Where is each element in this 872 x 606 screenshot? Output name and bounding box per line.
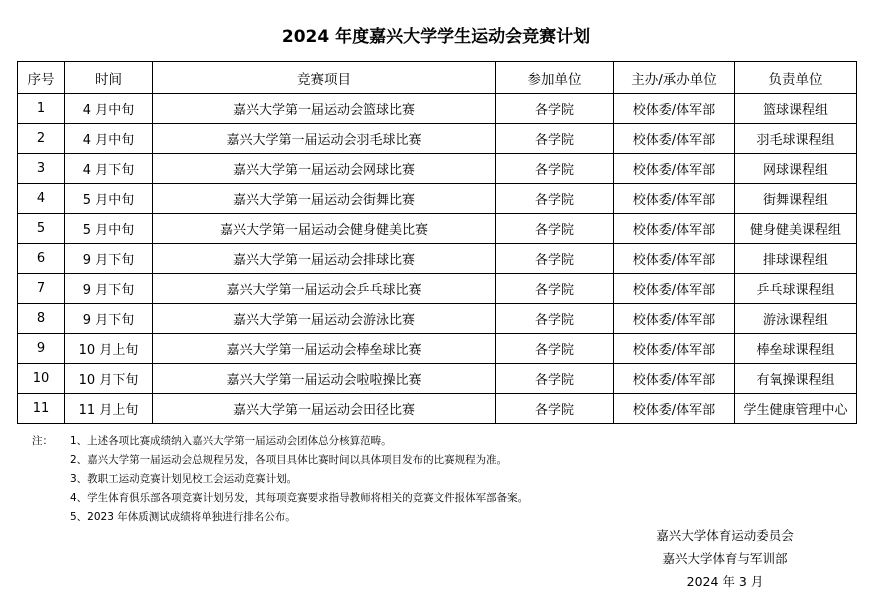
cell-seq: 7: [18, 274, 65, 304]
cell-event: 嘉兴大学第一届运动会棒垒球比赛: [153, 334, 496, 364]
table-row: [18, 244, 857, 274]
cell-participants: 各学院: [496, 274, 614, 304]
signature-org-sports-committee: 嘉兴大学体育运动委员会: [656, 528, 794, 543]
cell-time: 5 月中旬: [65, 184, 153, 214]
header-cell-organizer: 主办/承办单位: [614, 62, 735, 94]
table-row: [18, 124, 857, 154]
note-text: 1、上述各项比赛成绩纳入嘉兴大学第一届运动会团体总分核算范畴。: [70, 435, 392, 447]
cell-seq: 10: [18, 364, 65, 394]
cell-participants: 各学院: [496, 334, 614, 364]
table-row: [18, 364, 857, 394]
cell-organizer: 校体委/体军部: [614, 184, 735, 214]
cell-time: 5 月中旬: [65, 214, 153, 244]
cell-event: 嘉兴大学第一届运动会健身健美比赛: [153, 214, 496, 244]
cell-participants: 各学院: [496, 244, 614, 274]
cell-event: 嘉兴大学第一届运动会乒乓球比赛: [153, 274, 496, 304]
cell-event: 嘉兴大学第一届运动会羽毛球比赛: [153, 124, 496, 154]
cell-participants: 各学院: [496, 394, 614, 424]
note-text: 2、嘉兴大学第一届运动会总规程另发，各项目具体比赛时间以具体项目发布的比赛规程为准。: [70, 454, 508, 466]
table-row: [18, 274, 857, 304]
cell-event: 嘉兴大学第一届运动会田径比赛: [153, 394, 496, 424]
signature-date: 2024 年 3 月: [686, 574, 764, 589]
cell-seq: 6: [18, 244, 65, 274]
cell-organizer: 校体委/体军部: [614, 154, 735, 184]
cell-responsible: 街舞课程组: [735, 184, 857, 214]
notes-section: [32, 432, 862, 527]
cell-participants: 各学院: [496, 154, 614, 184]
table-row: [18, 154, 857, 184]
cell-organizer: 校体委/体军部: [614, 214, 735, 244]
cell-responsible: 羽毛球课程组: [735, 124, 857, 154]
cell-participants: 各学院: [496, 304, 614, 334]
header-cell-time: 时间: [65, 62, 153, 94]
cell-participants: 各学院: [496, 184, 614, 214]
cell-organizer: 校体委/体军部: [614, 124, 735, 154]
note-item: [32, 451, 862, 470]
cell-seq: 2: [18, 124, 65, 154]
cell-organizer: 校体委/体军部: [614, 394, 735, 424]
cell-organizer: 校体委/体军部: [614, 364, 735, 394]
cell-time: 9 月下旬: [65, 274, 153, 304]
cell-seq: 11: [18, 394, 65, 424]
header-cell-participants: 参加单位: [496, 62, 614, 94]
cell-time: 10 月上旬: [65, 334, 153, 364]
cell-event: 嘉兴大学第一届运动会网球比赛: [153, 154, 496, 184]
cell-event: 嘉兴大学第一届运动会街舞比赛: [153, 184, 496, 214]
cell-time: 9 月下旬: [65, 304, 153, 334]
table-row: [18, 394, 857, 424]
cell-seq: 8: [18, 304, 65, 334]
cell-seq: 3: [18, 154, 65, 184]
table-header-row: [18, 62, 857, 94]
cell-seq: 4: [18, 184, 65, 214]
cell-seq: 5: [18, 214, 65, 244]
cell-event: 嘉兴大学第一届运动会游泳比赛: [153, 304, 496, 334]
cell-time: 4 月下旬: [65, 154, 153, 184]
cell-organizer: 校体委/体军部: [614, 274, 735, 304]
competition-plan-table: [17, 61, 857, 424]
cell-time: 10 月下旬: [65, 364, 153, 394]
table-row: [18, 304, 857, 334]
note-text: 3、教职工运动竞赛计划见校工会运动竞赛计划。: [70, 473, 298, 485]
cell-time: 11 月上旬: [65, 394, 153, 424]
cell-responsible: 学生健康管理中心: [735, 394, 857, 424]
cell-responsible: 游泳课程组: [735, 304, 857, 334]
document-title: 2024 年度嘉兴大学学生运动会竞赛计划: [281, 27, 591, 47]
cell-organizer: 校体委/体军部: [614, 244, 735, 274]
cell-responsible: 棒垒球课程组: [735, 334, 857, 364]
cell-seq: 1: [18, 94, 65, 124]
notes-label: 注：: [32, 435, 53, 447]
header-cell-event: 竞赛项目: [153, 62, 496, 94]
cell-time: 4 月中旬: [65, 94, 153, 124]
cell-responsible: 网球课程组: [735, 154, 857, 184]
cell-seq: 9: [18, 334, 65, 364]
cell-time: 4 月中旬: [65, 124, 153, 154]
cell-organizer: 校体委/体军部: [614, 334, 735, 364]
cell-participants: 各学院: [496, 94, 614, 124]
cell-responsible: 有氧操课程组: [735, 364, 857, 394]
cell-event: 嘉兴大学第一届运动会啦啦操比赛: [153, 364, 496, 394]
table-row: [18, 334, 857, 364]
cell-responsible: 篮球课程组: [735, 94, 857, 124]
note-item: [32, 489, 862, 508]
header-cell-seq: 序号: [18, 62, 65, 94]
cell-participants: 各学院: [496, 364, 614, 394]
table-row: [18, 94, 857, 124]
note-item: [32, 470, 862, 489]
table-row: [18, 184, 857, 214]
cell-event: 嘉兴大学第一届运动会排球比赛: [153, 244, 496, 274]
cell-organizer: 校体委/体军部: [614, 304, 735, 334]
cell-organizer: 校体委/体军部: [614, 94, 735, 124]
table-row: [18, 214, 857, 244]
cell-event: 嘉兴大学第一届运动会篮球比赛: [153, 94, 496, 124]
cell-participants: 各学院: [496, 214, 614, 244]
cell-responsible: 排球课程组: [735, 244, 857, 274]
cell-time: 9 月下旬: [65, 244, 153, 274]
note-text: 5、2023 年体质测试成绩将单独进行排名公布。: [70, 511, 296, 523]
header-cell-responsible: 负责单位: [735, 62, 857, 94]
note-text: 4、学生体育俱乐部各项竞赛计划另发，其每项竞赛要求指导教师将相关的竞赛文件报体军部备案。: [70, 492, 529, 504]
cell-responsible: 乒乓球课程组: [735, 274, 857, 304]
cell-responsible: 健身健美课程组: [735, 214, 857, 244]
signature-block: [620, 524, 830, 593]
signature-org-pe-department: 嘉兴大学体育与军训部: [662, 551, 788, 566]
note-item: [32, 432, 862, 451]
cell-participants: 各学院: [496, 124, 614, 154]
